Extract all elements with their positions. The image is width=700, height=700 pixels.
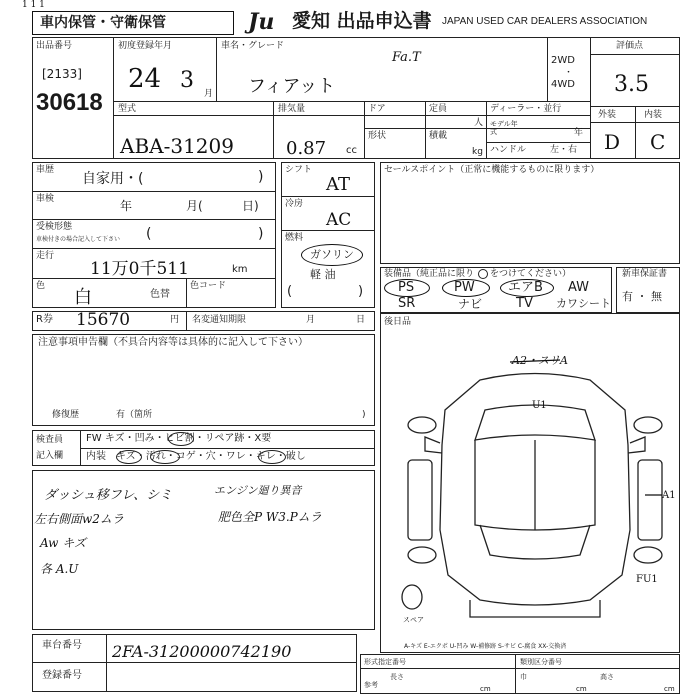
footer-length-cm: cm: [480, 685, 491, 693]
note-line-2b: 肥色全P W3.Pムラ: [218, 510, 322, 524]
first-registration-label: 初度登録年月: [118, 41, 173, 51]
footer-width: 巾: [520, 673, 527, 681]
equip-leather-seat: カワシート: [556, 297, 611, 310]
footer-length: 長さ: [390, 673, 404, 681]
fuel-diesel: 軽 油: [310, 268, 336, 281]
load-unit: kg: [472, 147, 483, 157]
form-title: 愛知 出品申込書: [292, 10, 432, 32]
aircon-label: 冷房: [285, 199, 304, 209]
car-name-value: フィアット: [248, 76, 336, 97]
fuel-label: 燃料: [285, 233, 304, 243]
inspection-year: 年: [120, 199, 133, 213]
damage-legend: A-キズ E-エクボ U-凹み W-補修跡 S-サビ C-腐食 XX-交換済: [404, 643, 567, 650]
class-spec-label: 類別区分番号: [520, 658, 562, 666]
displacement-value: 0.87: [286, 138, 327, 159]
inspector-fw-row: FW キズ・凹み・ヒビ割・リペア跡・X要: [86, 433, 272, 444]
registration-number-label: 登録番号: [42, 670, 82, 681]
drive-4wd: 4WD: [551, 79, 575, 90]
diagram-mark-fu1: FU1: [636, 574, 658, 585]
diagram-mark-a1: A1: [662, 490, 676, 501]
repair-history-close: ): [362, 410, 366, 420]
footer-height-cm: cm: [664, 685, 675, 693]
capacity-label: 定員: [429, 104, 448, 114]
diagram-mark-u1: U1: [532, 400, 547, 411]
sales-point-box: [380, 162, 680, 264]
exterior-grade: D: [604, 130, 621, 154]
storage-header-text: 車内保管・守衛保管: [40, 15, 166, 31]
mileage-value: 11万0千511: [90, 259, 189, 279]
history-label: 車歴: [36, 165, 55, 175]
corner-scribble: 1 1 1: [22, 0, 45, 10]
chassis-label: 車台番号: [42, 640, 82, 651]
equip-airbag: エアB: [508, 280, 543, 295]
name-change-month: 月: [306, 315, 316, 325]
inspector-mark-circle-4: [258, 450, 286, 464]
color-label: 色: [36, 281, 46, 291]
lot-number: 30618: [36, 89, 103, 116]
door-label: ドア: [368, 104, 386, 114]
mileage-label: 走行: [36, 251, 55, 261]
warranty-yes-no: 有 ・ 無: [622, 290, 662, 303]
warranty-label: 新車保証書: [622, 269, 668, 279]
exterior-label: 外装: [598, 110, 617, 120]
history-value: 自家用・(: [82, 171, 144, 187]
repair-history-value: 有（箇所: [116, 410, 153, 420]
note-line-2: 左右側面w2ムラ: [34, 512, 124, 526]
equipment-circle-mark: [478, 269, 488, 279]
load-label: 積載: [429, 131, 448, 141]
fuel-gasoline: ガソリン: [310, 248, 354, 261]
interior-grade: C: [650, 130, 666, 154]
diagram-top-note: A2・スリA: [512, 354, 568, 367]
equip-ps: PS: [398, 280, 415, 295]
footer-height: 高さ: [600, 673, 614, 681]
receive-type-label: 受検形態: [36, 222, 73, 232]
footer-width-cm: cm: [576, 685, 587, 693]
form-spec-label: 形式指定番号: [364, 658, 406, 666]
inspector-mark-circle-3: [150, 450, 180, 464]
registration-year: 24: [128, 64, 162, 94]
history-close: ): [258, 169, 264, 185]
drive-2wd: 2WD: [551, 55, 575, 66]
note-line-3: Aw キズ: [40, 536, 86, 550]
displacement-label: 排気量: [278, 104, 306, 114]
dealer-label: ディーラー・並行: [490, 104, 562, 114]
footer-ref: 参考: [364, 681, 378, 689]
lot-small-number: [2133]: [42, 67, 82, 81]
inspector-fill-label: 記入欄: [36, 451, 64, 461]
model-code-value: ABA-31209: [120, 134, 234, 158]
car-name-label: 車名・グレード: [221, 41, 285, 51]
drive-sep: ・: [564, 68, 574, 78]
equipment-circle-note: をつけてください）: [490, 269, 572, 279]
equip-tv: TV: [516, 296, 533, 311]
handle-label: ハンドル: [490, 145, 527, 155]
inspector-label: 検査員: [36, 435, 64, 445]
name-change-label: 名変通知期限: [192, 315, 247, 325]
month-unit: 月: [204, 89, 214, 99]
equip-navi: ナビ: [458, 297, 483, 311]
aircon-value: AC: [326, 210, 352, 230]
ju-logo: Ju: [248, 9, 275, 35]
score-value: 3.5: [614, 72, 649, 97]
car-grade-value: Fa.T: [392, 50, 421, 65]
note-line-1: ダッシュ移フレ、シミ: [44, 488, 173, 503]
recycle-value: 15670: [76, 310, 131, 330]
note-line-4: 各 A.U: [40, 562, 79, 576]
fuel-open: (: [287, 284, 293, 299]
receive-type-sub: 車検付きの場合記入して下さい: [36, 236, 121, 243]
capacity-unit: 人: [474, 118, 484, 128]
mileage-unit: km: [232, 264, 248, 275]
registration-month: 3: [180, 68, 194, 93]
fuel-close: ): [358, 284, 364, 299]
sales-point-label: セールスポイント（正常に機能するものに限ります）: [384, 165, 600, 175]
shape-label: 形状: [368, 131, 387, 141]
inspector-mark-circle-2: [116, 450, 142, 464]
lot-number-label: 出品番号: [36, 41, 73, 51]
equip-aw: AW: [568, 280, 590, 295]
chassis-value: 2FA-31200000742190: [112, 642, 292, 661]
inspector-interior-label: 内装: [86, 451, 106, 462]
displacement-unit: cc: [346, 145, 357, 156]
notes-label: 注意事項申告欄（不具合内容等は具体的に記入して下さい）: [38, 337, 308, 348]
inspection-month: 月(: [186, 199, 203, 213]
name-change-day: 日: [356, 315, 366, 325]
spare-label: スペア: [403, 616, 424, 624]
equipment-label: 装備品（純正品に限り: [384, 269, 475, 279]
model-year-unit: 年: [574, 128, 584, 138]
shift-value: AT: [326, 174, 351, 195]
repair-history-label: 修復歴: [52, 410, 80, 420]
equip-sr: SR: [398, 296, 416, 311]
note-line-1b: エンジン廻り異音: [214, 484, 302, 497]
inspection-label: 車検: [36, 194, 55, 204]
interior-label: 内装: [644, 110, 663, 120]
car-body-diagram: [400, 355, 670, 630]
color-value: 白: [74, 287, 92, 308]
inspector-interior-row: キズ・汚れ・コゲ・穴・ワレ・キレ・破し: [116, 451, 306, 462]
recycle-unit: 円: [170, 315, 180, 325]
recycle-label: R券: [36, 314, 53, 325]
later-items-label: 後日品: [384, 317, 412, 327]
score-label: 評価点: [616, 41, 644, 51]
inspection-day: 日): [242, 199, 259, 213]
color-code-label: 色コード: [190, 281, 227, 291]
vehicle-history-block: [32, 162, 276, 308]
inspector-mark-circle-1: [168, 432, 194, 446]
shift-label: シフト: [285, 165, 313, 175]
handle-lr: 左・右: [550, 145, 578, 155]
model-code-label: 型式: [118, 104, 137, 114]
color-change-label: 色替: [150, 289, 170, 300]
equip-pw: PW: [454, 280, 475, 295]
receive-open: (: [146, 226, 152, 242]
association-name: JAPAN USED CAR DEALERS ASSOCIATION: [442, 16, 648, 27]
model-year-label: モデル年式: [490, 120, 518, 136]
receive-close: ): [258, 226, 264, 242]
